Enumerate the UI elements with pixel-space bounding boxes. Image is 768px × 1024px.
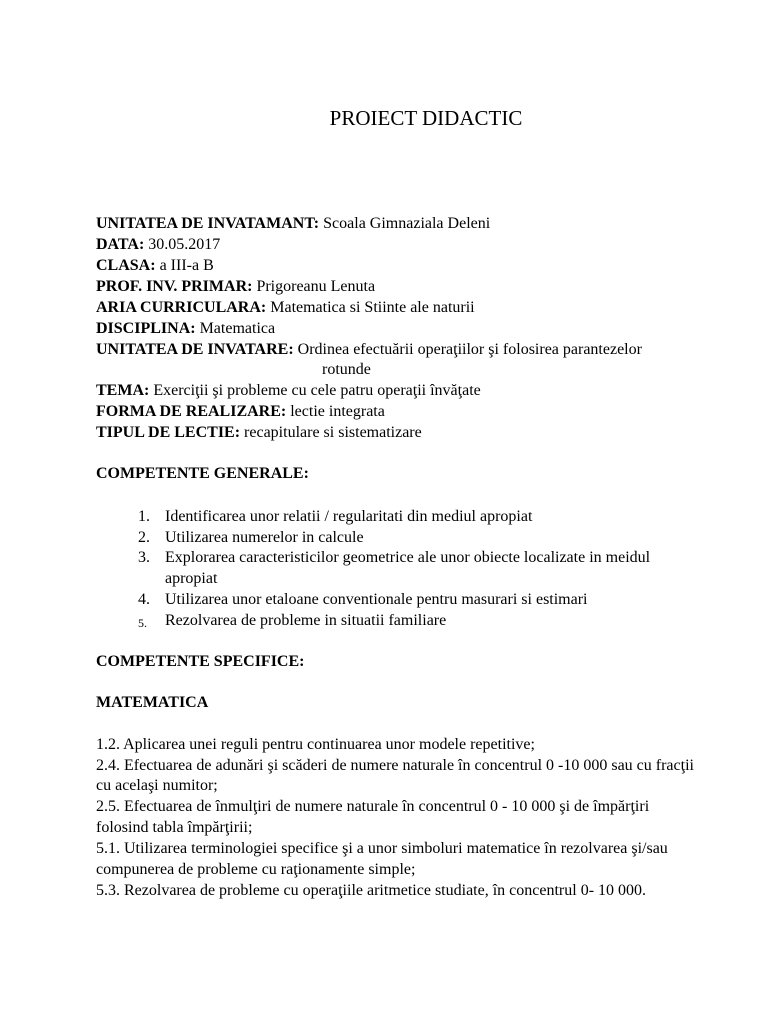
unitatea-invatare-continuation: rotunde — [322, 361, 371, 378]
field-label: TIPUL DE LECTIE: — [96, 424, 241, 441]
field-value: Scoala Gimnaziala Deleni — [323, 215, 491, 232]
field-label: PROF. INV. PRIMAR: — [96, 278, 253, 295]
field-aria-curriculara — [96, 297, 475, 318]
field-prof-inv-primar — [96, 276, 375, 297]
field-label: DISCIPLINA: — [96, 320, 196, 337]
field-value: lectie integrata — [290, 403, 385, 420]
document-title: PROIECT DIDACTIC — [329, 106, 523, 130]
field-value: Matematica si Stiinte ale naturii — [270, 299, 475, 316]
field-value: Ordinea efectuării operaţiilor şi folosirea parantezelor — [297, 341, 642, 358]
list-item-continuation: apropiat — [165, 570, 218, 587]
field-label: UNITATEA DE INVATARE: — [96, 341, 294, 358]
list-item-text: Rezolvarea de probleme in situatii familiare — [165, 612, 447, 629]
field-clasa — [96, 255, 214, 276]
list-item-number: 1. — [138, 508, 150, 525]
matematica-heading: MATEMATICA — [96, 694, 209, 711]
list-item: 1.2. Aplicarea unei reguli pentru continuarea unor modele repetitive; — [96, 736, 535, 753]
list-item-number: 4. — [138, 591, 150, 608]
field-label: TEMA: — [96, 382, 150, 399]
list-item-number: 3. — [138, 549, 150, 566]
field-value: recapitulare si sistematizare — [244, 424, 422, 441]
list-item-number: 2. — [138, 529, 150, 546]
field-disciplina — [96, 318, 275, 339]
list-item: 2.5. Efectuarea de înmulţiri de numere naturale în concentrul 0 - 10 000 şi de împărţiri — [96, 798, 650, 815]
field-label: ARIA CURRICULARA: — [96, 299, 267, 316]
list-item: 2.4. Efectuarea de adunări şi scăderi de numere naturale în concentrul 0 -10 000 sau cu fracţii — [96, 757, 694, 774]
field-value: a III-a B — [159, 257, 214, 274]
field-value: 30.05.2017 — [148, 236, 221, 253]
competente-specifice-heading: COMPETENTE SPECIFICE: — [96, 653, 305, 670]
list-item-text: Explorarea caracteristicilor geometrice ale unor obiecte localizate in meidul — [165, 549, 651, 566]
field-label: FORMA DE REALIZARE: — [96, 403, 287, 420]
field-tipul-lectie — [96, 422, 422, 443]
field-data — [96, 234, 220, 255]
list-item: 5.1. Utilizarea terminologiei specifice şi a unor simboluri matematice în rezolvarea şi/sau — [96, 840, 668, 857]
field-tema — [96, 380, 481, 401]
field-unitatea-invatare — [96, 339, 642, 360]
field-unitatea-invatamant — [96, 213, 490, 234]
field-value: Exerciţii şi probleme cu cele patru operaţii învăţate — [153, 382, 481, 399]
competente-generale-heading: COMPETENTE GENERALE: — [96, 465, 309, 482]
list-item-number: 5. — [138, 616, 147, 630]
list-item-continuation: compunerea de probleme cu raţionamente simple; — [96, 861, 416, 878]
list-item-continuation: folosind tabla împărţirii; — [96, 819, 253, 836]
field-label: CLASA: — [96, 257, 156, 274]
field-label: UNITATEA DE INVATAMANT: — [96, 215, 320, 232]
list-item: 5.3. Rezolvarea de probleme cu operaţiile aritmetice studiate, în concentrul 0- 10 000. — [96, 882, 647, 899]
field-label: DATA: — [96, 236, 145, 253]
list-item-text: Utilizarea unor etaloane conventionale pentru masurari si estimari — [165, 591, 588, 608]
field-forma-realizare — [96, 401, 385, 422]
field-value: Matematica — [199, 320, 276, 337]
list-item-text: Identificarea unor relatii / regularitati din mediul apropiat — [165, 508, 533, 525]
list-item-text: Utilizarea numerelor in calcule — [165, 529, 364, 546]
field-value: Prigoreanu Lenuta — [256, 278, 376, 295]
list-item-continuation: cu acelaşi numitor; — [96, 777, 218, 794]
